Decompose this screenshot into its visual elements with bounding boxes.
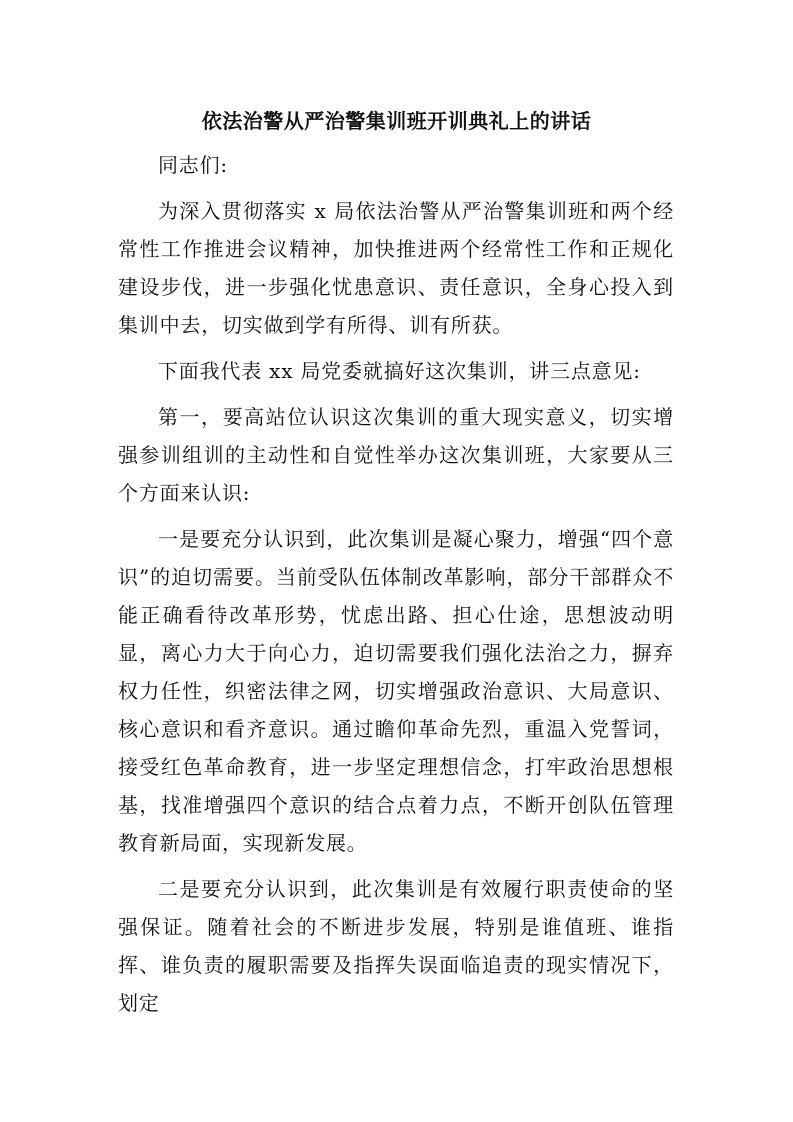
paragraph-3: 第一，要高站位认识这次集训的重大现实意义，切实增强参训组训的主动性和自觉性举办这次集训班，大家要从三个方面来认识:: [118, 405, 674, 505]
paragraph-2: 下面我代表 xx 局党委就搞好这次集训，讲三点意见:: [158, 359, 641, 383]
paragraph-1: 为深入贯彻落实 x 局依法治警从严治警集训班和两个经常性工作推进会议精神，加快推进两个经常性工作和正规化建设步伐，进一步强化忧患意识、责任意识，全身心投入到集训中去，切实做到学有所得、训有所获。: [118, 199, 674, 337]
paragraph-5: 二是要充分认识到，此次集训是有效履行职责使命的坚强保证。随着社会的不断进步发展，特别是谁值班、谁指挥、谁负责的履职需要及指挥失误面临追责的现实情况下，划定: [118, 877, 674, 1015]
document-title: 依法治警从严治警集训班开训典礼上的讲话: [201, 109, 592, 133]
salutation: 同志们:: [158, 153, 228, 177]
document-body: [118, 146, 674, 1030]
paragraph-4: 一是要充分认识到，此次集训是凝心聚力，增强“四个意识”的迫切需要。当前受队伍体制改革影响，部分干部群众不能正确看待改革形势，忧虑出路、担心仕途，思想波动明显，离心力大于向心力，迫切需要我们强化法治之力，摒弃权力任性，织密法律之网，切实增强政治意识、大局意识、核心意识和看齐意识。通过瞻仰革命先烈，重温入党誓词，接受红色革命教育，进一步坚定理想信念，打牢政治思想根基，找准增强四个意识的结合点着力点，不断开创队伍管理教育新局面，实现新发展。: [118, 527, 674, 855]
